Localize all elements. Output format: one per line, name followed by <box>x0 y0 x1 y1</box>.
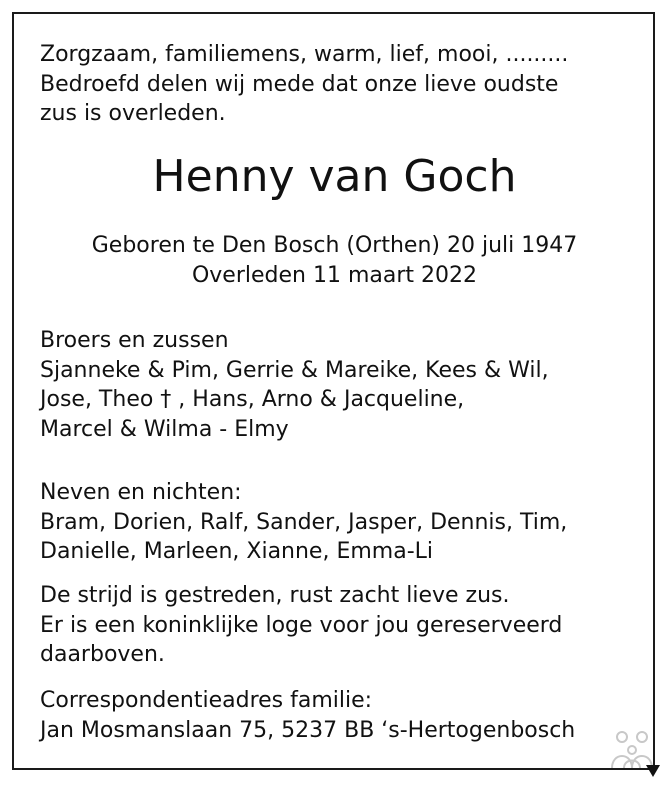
correspondence-heading: Correspondentieadres familie: <box>40 688 373 713</box>
death-line: Overleden 11 maart 2022 <box>191 263 478 288</box>
intro-line: Zorgzaam, familiemens, warm, lief, mooi, ......... <box>40 42 569 67</box>
cousins-block <box>40 478 567 567</box>
birth-line: Geboren te Den Bosch (Orthen) 20 juli 1947 <box>91 233 578 258</box>
closing-line: Er is een koninklijke loge voor jou gereserveerd <box>40 612 563 638</box>
intro-line: zus is overleden. <box>40 101 226 126</box>
cousins-line: Bram, Dorien, Ralf, Sander, Jasper, Dennis, Tim, <box>40 509 568 535</box>
correspondence-block <box>40 686 575 745</box>
people-group-logo-icon <box>608 728 656 770</box>
cousins-line: Danielle, Marleen, Xianne, Emma-Li <box>40 539 434 564</box>
cousins-heading: Neven en nichten: <box>40 480 242 505</box>
correspondence-address: Jan Mosmanslaan 75, 5237 BB ‘s-Hertogenbosch <box>40 717 576 743</box>
siblings-block <box>40 326 549 444</box>
closing-line: daarboven. <box>40 642 165 667</box>
closing-line: De strijd is gestreden, rust zacht lieve zus. <box>40 583 510 608</box>
intro-line: Bedroefd delen wij mede dat onze lieve oudste <box>40 71 559 97</box>
siblings-line: Jose, Theo † , Hans, Arno & Jacqueline, <box>40 387 465 412</box>
intro-paragraph <box>40 40 568 129</box>
siblings-line: Marcel & Wilma - Elmy <box>40 416 289 442</box>
deceased-name: Henny van Goch <box>152 151 517 202</box>
closing-paragraph <box>40 581 562 670</box>
siblings-line: Sjanneke & Pim, Gerrie & Mareike, Kees & Wil, <box>40 357 549 383</box>
triangle-down-icon[interactable] <box>646 765 660 777</box>
dates-block <box>0 231 669 291</box>
siblings-heading: Broers en zussen <box>40 328 229 353</box>
